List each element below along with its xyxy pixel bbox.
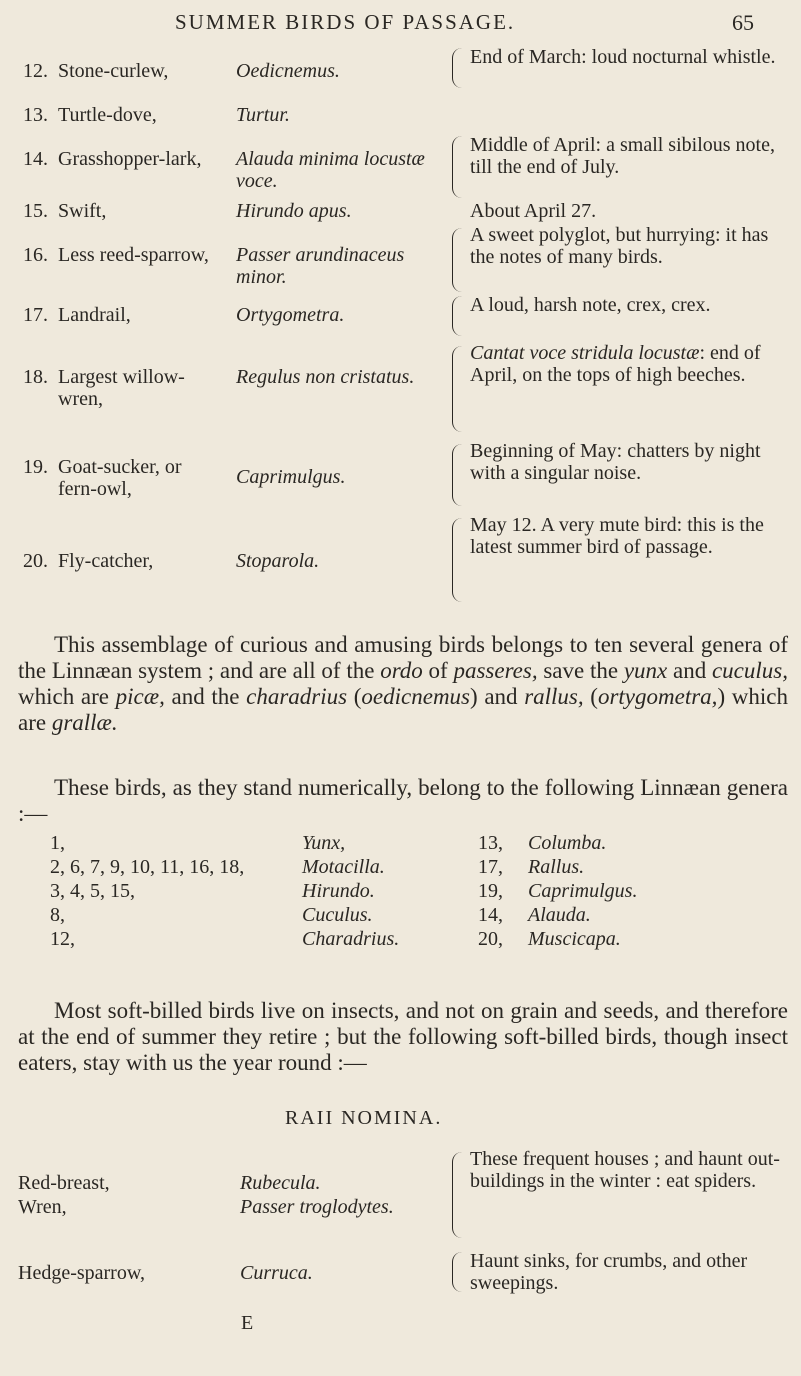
entry-number: 18. bbox=[23, 366, 48, 388]
latin-name: Regulus non cristatus. bbox=[236, 366, 415, 388]
genera-row bbox=[50, 880, 750, 904]
genus-name: Caprimulgus. bbox=[528, 880, 638, 902]
entry-number: 13. bbox=[23, 104, 48, 126]
brace bbox=[452, 48, 467, 88]
genus-name: Muscicapa. bbox=[528, 928, 621, 950]
running-title: SUMMER BIRDS OF PASSAGE. bbox=[175, 10, 516, 34]
signature-mark: E bbox=[241, 1312, 254, 1334]
english-name: Landrail, bbox=[58, 304, 131, 326]
brace bbox=[452, 518, 467, 602]
latin-name: Alauda minima locustæ voce. bbox=[236, 148, 425, 192]
genus-name: Motacilla. bbox=[302, 856, 385, 878]
page-number: 65 bbox=[732, 10, 754, 35]
paragraph-linnaean-genera: This assemblage of curious and amusing birds belongs to ten several genera of the Linnæan system ; and are all of the ordo of passeres, save the yunx and cuculus, which are picæ, and the charadrius (oedicnemus) and rallus, (ortygometra,) which are grallæ. bbox=[18, 632, 788, 735]
latin-name: Passer troglodytes. bbox=[240, 1196, 394, 1218]
genera-row bbox=[50, 856, 750, 880]
english-name: Fly-catcher, bbox=[58, 550, 154, 572]
english-name: Stone-curlew, bbox=[58, 60, 169, 82]
entry-note: End of March: loud nocturnal whistle. bbox=[470, 46, 776, 68]
latin-name: Turtur. bbox=[236, 104, 290, 126]
entry-number: 15. bbox=[23, 200, 48, 222]
latin-name: Ortygometra. bbox=[236, 304, 345, 326]
english-name: Swift, bbox=[58, 200, 107, 222]
brace bbox=[452, 1252, 467, 1292]
latin-name: Oedicnemus. bbox=[236, 60, 340, 82]
resident-note: Haunt sinks, for crumbs, and other sweepings. bbox=[470, 1250, 748, 1294]
genera-row bbox=[50, 904, 750, 928]
genus-numbers: 3, 4, 5, 15, bbox=[50, 880, 135, 902]
brace bbox=[452, 346, 467, 432]
brace bbox=[452, 444, 467, 506]
genus-numbers: 14, bbox=[478, 904, 503, 926]
genus-numbers: 13, bbox=[478, 832, 503, 854]
english-name: Hedge-sparrow, bbox=[18, 1262, 145, 1284]
genus-name: Hirundo. bbox=[302, 880, 375, 902]
entry-number: 19. bbox=[23, 456, 48, 478]
english-name: Grasshopper-lark, bbox=[58, 148, 202, 170]
brace bbox=[452, 136, 467, 198]
genus-name: Yunx, bbox=[302, 832, 346, 854]
entry-note: A loud, harsh note, crex, crex. bbox=[470, 294, 711, 316]
latin-name: Passer arundinaceus minor. bbox=[236, 244, 405, 288]
entry-number: 14. bbox=[23, 148, 48, 170]
brace bbox=[452, 1152, 467, 1238]
paragraph-numerical-genera: These birds, as they stand numerically, belong to the following Linnæan genera :— bbox=[18, 775, 788, 826]
brace bbox=[452, 296, 467, 336]
latin-name: Hirundo apus. bbox=[236, 200, 352, 222]
english-name: Less reed-sparrow, bbox=[58, 244, 209, 266]
english-name: Turtle-dove, bbox=[58, 104, 157, 126]
genus-numbers: 8, bbox=[50, 904, 65, 926]
resident-note: These frequent houses ; and haunt out-buildings in the winter : eat spiders. bbox=[470, 1148, 780, 1192]
genus-numbers: 2, 6, 7, 9, 10, 11, 16, 18, bbox=[50, 856, 245, 878]
entry-note: May 12. A very mute bird: this is the latest summer bird of passage. bbox=[470, 514, 764, 558]
genus-name: Rallus. bbox=[528, 856, 585, 878]
page-header bbox=[0, 10, 801, 42]
entry-note bbox=[470, 342, 795, 386]
genus-numbers: 12, bbox=[50, 928, 75, 950]
entry-note-italic: Cantat voce stridula locustæ bbox=[470, 342, 700, 364]
entry-number: 20. bbox=[23, 550, 48, 572]
entry-number: 17. bbox=[23, 304, 48, 326]
paragraph-soft-billed: Most soft-billed birds live on insects, and not on grain and seeds, and therefore at the end of summer they retire ; but the following soft-billed birds, though insect eaters, stay with us the year round :— bbox=[18, 998, 788, 1075]
genus-numbers: 1, bbox=[50, 832, 65, 854]
entry-note: Beginning of May: chatters by night with a singular noise. bbox=[470, 440, 761, 484]
latin-name: Stoparola. bbox=[236, 550, 320, 572]
latin-name: Rubecula. bbox=[240, 1172, 321, 1194]
brace bbox=[452, 228, 467, 292]
entry-number: 16. bbox=[23, 244, 48, 266]
genus-name: Alauda. bbox=[528, 904, 591, 926]
entry-note-text: : end of April, on the tops of high beeches. bbox=[470, 342, 761, 386]
genus-name: Cuculus. bbox=[302, 904, 373, 926]
section-heading: RAII NOMINA. bbox=[285, 1107, 443, 1129]
genera-row bbox=[50, 928, 750, 952]
entry-number: 12. bbox=[23, 60, 48, 82]
english-name: Red-breast, bbox=[18, 1172, 110, 1194]
genus-name: Charadrius. bbox=[302, 928, 400, 950]
genus-name: Columba. bbox=[528, 832, 607, 854]
genus-numbers: 19, bbox=[478, 880, 503, 902]
genera-row bbox=[50, 832, 750, 856]
english-name: Largest willow-wren, bbox=[58, 366, 185, 410]
entry-note: A sweet polyglot, but hurrying: it has the notes of many birds. bbox=[470, 224, 769, 268]
latin-name: Caprimulgus. bbox=[236, 466, 346, 488]
english-name: Goat-sucker, or fern-owl, bbox=[58, 456, 182, 500]
genera-table bbox=[50, 832, 750, 952]
entry-note: About April 27. bbox=[470, 200, 597, 222]
entry-note: Middle of April: a small sibilous note, till the end of July. bbox=[470, 134, 775, 178]
latin-name: Curruca. bbox=[240, 1262, 313, 1284]
genus-numbers: 17, bbox=[478, 856, 503, 878]
english-name: Wren, bbox=[18, 1196, 67, 1218]
genus-numbers: 20, bbox=[478, 928, 503, 950]
